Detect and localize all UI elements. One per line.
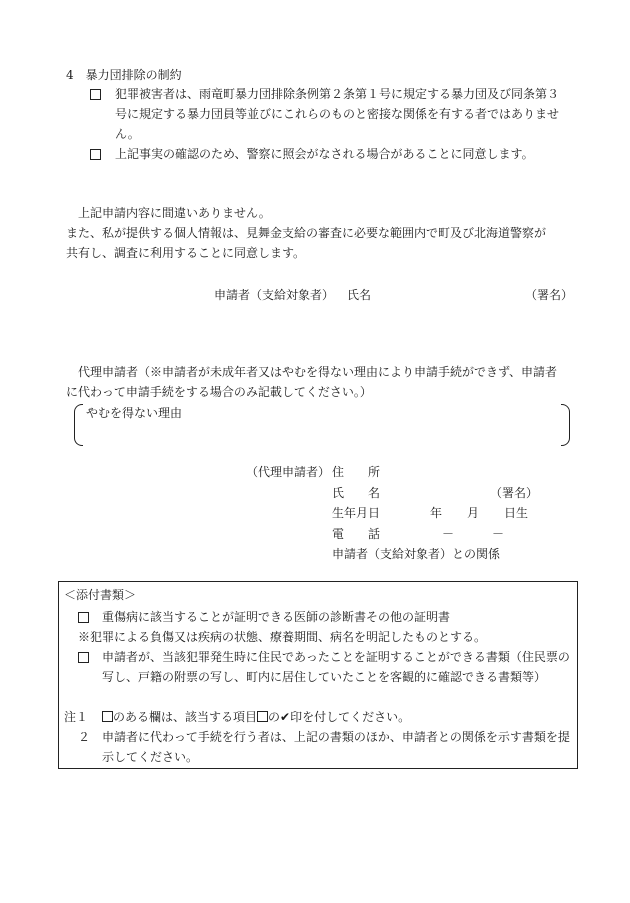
attachment-doc2-line2: 写し、戸籍の附票の写し、町内に居住していたことを客観的に確認できる書類等） <box>102 670 547 684</box>
note2-line2: 示してください。 <box>102 750 199 764</box>
section4-item1-line2: 号に規定する暴力団員等並びにこれらのものと密接な関係を有する者ではありませ <box>115 107 560 121</box>
note1-label: 注１ <box>64 710 89 724</box>
right-bracket <box>561 404 570 446</box>
attachment-doc1: 重傷病に該当することが証明できる医師の診断書その他の証明書 <box>102 610 451 624</box>
attachment-doc2-line1: 申請者が、当該犯罪発生時に住民であったことを証明することができる書類（住民票の <box>102 650 570 664</box>
left-bracket <box>74 404 83 446</box>
checkbox-icon[interactable] <box>90 149 101 160</box>
proxy-phone-dash1: － <box>442 527 455 541</box>
note1-mid: の <box>268 710 281 724</box>
reason-label: やむを得ない理由 <box>86 406 183 420</box>
note1-post: 印を付してください。 <box>290 710 411 724</box>
note1-pre: のある欄は、該当する項目 <box>113 710 258 724</box>
box-icon <box>102 711 113 722</box>
declaration-line2: また、私が提供する個人情報は、見舞金支給の審査に必要な範囲内で町及び北海道警察が <box>66 226 547 240</box>
applicant-seal: （署名） <box>525 288 574 302</box>
note2-line1: 申請者に代わって手続を行う者は、上記の書類のほか、申請者との関係を示す書類を提 <box>102 730 570 744</box>
section4-item2: 上記事実の確認のため、警察に照会がなされる場合があることに同意します。 <box>115 147 534 161</box>
section4-item1-line1: 犯罪被害者は、雨竜町暴力団排除条例第２条第１号に規定する暴力団及び同条第３ <box>115 87 560 101</box>
proxy-seal: （署名） <box>490 486 539 500</box>
attachments-title: ＜添付書類＞ <box>64 588 137 602</box>
box-icon <box>257 711 268 722</box>
proxy-intro-line2: に代わって申請手続をする場合のみ記載してください。） <box>66 385 372 399</box>
note2-label: ２ <box>78 730 91 744</box>
proxy-phone-dash2: － <box>492 527 505 541</box>
proxy-phone-label: 電 話 <box>332 527 381 541</box>
proxy-dob-month: 月 <box>467 506 480 520</box>
proxy-dob-label: 生年月日 <box>332 506 381 520</box>
declaration-line3: 共有し、調査に利用することに同意します。 <box>66 246 306 260</box>
checkbox-icon[interactable] <box>78 652 89 663</box>
note1-text <box>102 709 410 725</box>
proxy-name-label: 氏 名 <box>332 486 381 500</box>
checkbox-icon[interactable] <box>90 89 101 100</box>
declaration-line1: 上記申請内容に間違いありません。 <box>78 206 271 220</box>
proxy-relation-label: 申請者（支給対象者）との関係 <box>332 547 501 561</box>
proxy-dob-day: 日生 <box>504 506 529 520</box>
proxy-block-label: （代理申請者） <box>246 465 331 479</box>
proxy-intro-line1: 代理申請者（※申請者が未成年者又はやむを得ない理由により申請手続ができず、申請者 <box>78 365 558 379</box>
section4-item1-line3: ん。 <box>115 127 140 141</box>
attachment-doc1-note: ※犯罪による負傷又は疾病の状態、療養期間、病名を明記したものとする。 <box>78 630 487 644</box>
checkbox-icon[interactable] <box>78 612 89 623</box>
proxy-address-label: 住 所 <box>332 465 381 479</box>
section4-heading: 4 暴力団排除の制約 <box>66 68 182 82</box>
proxy-dob-year: 年 <box>430 506 443 520</box>
applicant-label: 申請者（支給対象者） <box>214 288 335 302</box>
applicant-name-label: 氏名 <box>347 288 372 302</box>
check-mark-icon: ✔ <box>280 710 291 724</box>
